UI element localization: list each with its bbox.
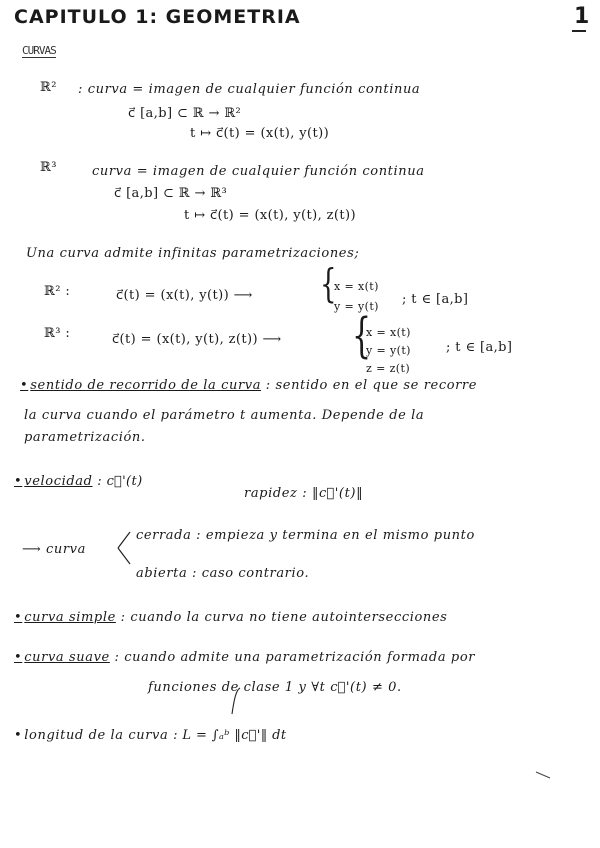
sentido-heading: • sentido de recorrido de la curva: [20, 378, 261, 393]
r2-description: : curva = imagen de cualquier función continua: [78, 82, 421, 97]
rapidez-expression: rapidez : ‖c⃗'(t)‖: [244, 486, 364, 501]
longitud-expression: : L = ∫ₐᵇ ‖c⃗'‖ dt: [173, 728, 287, 743]
r2-map-rule: t ↦ c⃗(t) = (x(t), y(t)): [190, 126, 330, 141]
longitud-heading: • longitud de la curva: [14, 728, 168, 743]
param-r2-system-y: y = y(t): [334, 300, 379, 313]
simple-heading: • curva simple: [14, 610, 116, 625]
simple-block: [14, 610, 447, 625]
r3-map-rule: t ↦ c⃗(t) = (x(t), y(t), z(t)): [184, 208, 356, 223]
param-r2-brace: {: [320, 262, 337, 308]
sentido-line2: la curva cuando el parámetro t aumenta. Depende de la: [24, 408, 425, 423]
param-r3-brace: {: [352, 308, 372, 365]
curva-abierta: abierta : caso contrario.: [136, 566, 310, 581]
r2-map-domain: c⃗ [a,b] ⊂ ℝ → ℝ²: [128, 106, 242, 121]
param-r2-system-x: x = x(t): [334, 280, 379, 293]
page-number: 1: [574, 4, 590, 29]
param-r3-system-z: z = z(t): [366, 362, 411, 375]
param-r3-label: ℝ³ :: [44, 326, 71, 341]
param-r3-expression: c⃗(t) = (x(t), y(t), z(t)) ⟶: [112, 332, 282, 347]
param-r2-label: ℝ² :: [44, 284, 71, 299]
simple-text: : cuando la curva no tiene autointersecciones: [120, 610, 448, 625]
velocidad-heading: • velocidad: [14, 474, 93, 489]
param-r3-system-y: y = y(t): [366, 344, 411, 357]
sentido-line3: parametrización.: [24, 430, 146, 445]
param-r2-expression: c⃗(t) = (x(t), y(t)) ⟶: [116, 288, 253, 303]
r3-map-domain: c⃗ [a,b] ⊂ ℝ → ℝ³: [114, 186, 228, 201]
velocidad-expression: : c⃗'(t): [97, 474, 143, 489]
sentido-line1: : sentido en el que se recorre: [265, 378, 478, 393]
param-r3-system-x: x = x(t): [366, 326, 411, 339]
section-heading-scribbled: CURVAS: [22, 44, 56, 57]
param-r2-domain: ; t ∈ [a,b]: [402, 292, 469, 307]
curva-cerrada: cerrada : empieza y termina en el mismo punto: [136, 528, 475, 543]
suave-line2: funciones de clase 1 y ∀t c⃗'(t) ≠ 0.: [148, 680, 402, 695]
r3-label: ℝ³: [40, 160, 57, 175]
page-title: CAPITULO 1: GEOMETRIA: [14, 6, 301, 28]
curva-type-label: ⟶ curva: [22, 542, 86, 557]
longitud-block: [14, 728, 286, 743]
suave-heading: • curva suave: [14, 650, 110, 665]
r2-label: ℝ²: [40, 80, 57, 95]
suave-block: [14, 650, 475, 665]
param-intro: Una curva admite infinitas parametrizaciones;: [26, 246, 360, 261]
param-r3-domain: ; t ∈ [a,b]: [446, 340, 513, 355]
suave-line1: : cuando admite una parametrización formada por: [114, 650, 476, 665]
r3-description: curva = imagen de cualquier función continua: [92, 164, 425, 179]
